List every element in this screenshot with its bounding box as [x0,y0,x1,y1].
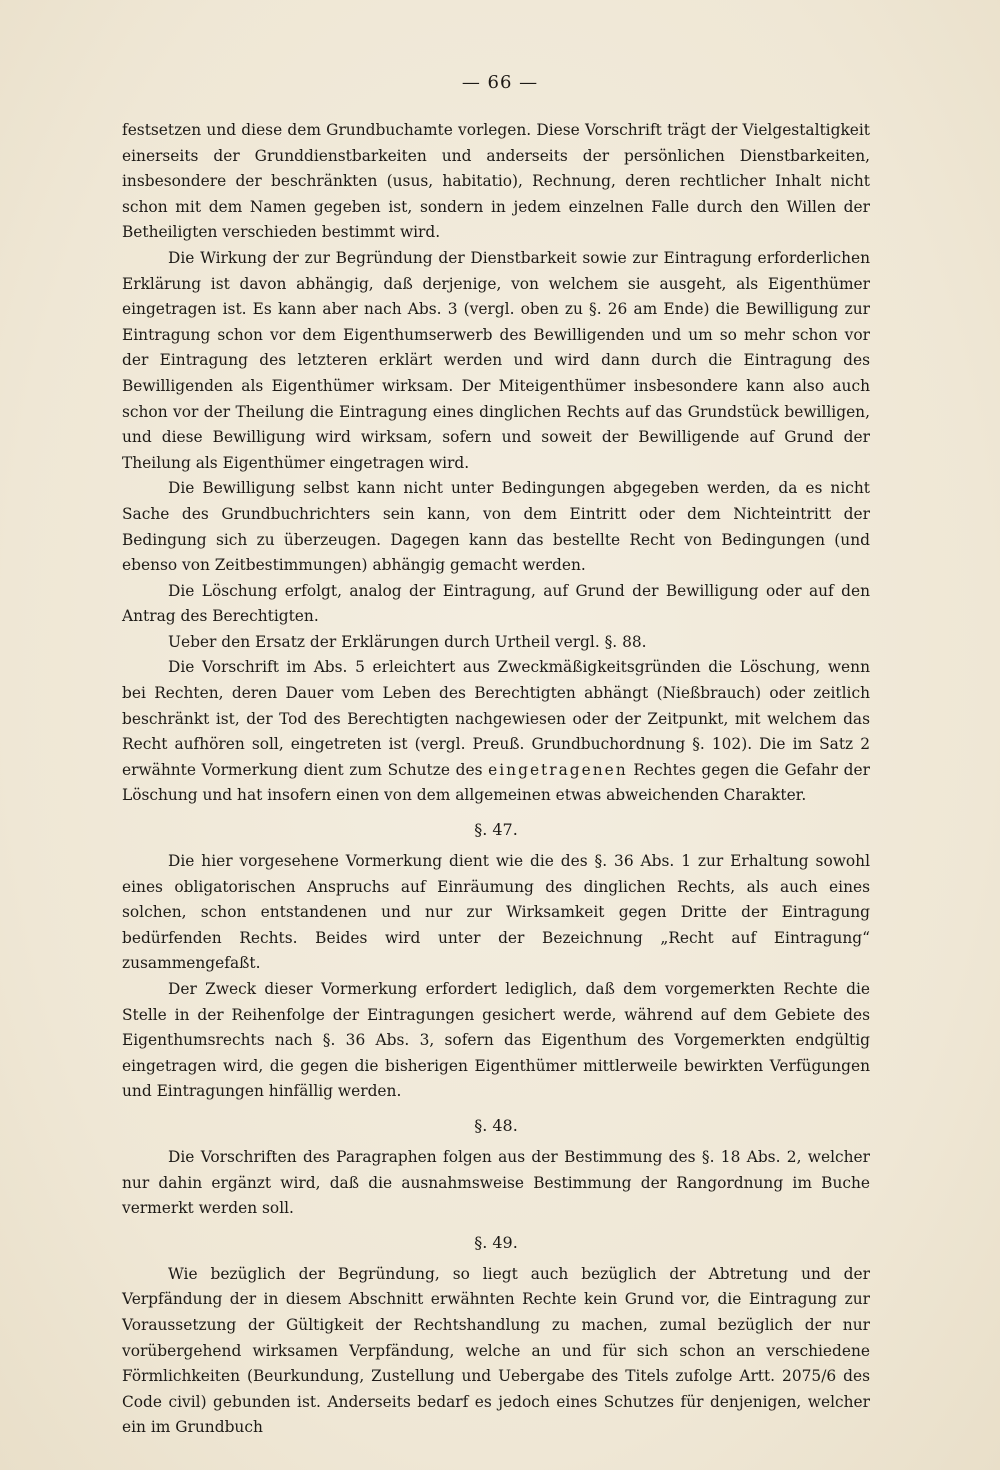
paragraph: Ueber den Ersatz der Erklärungen durch Urtheil vergl. §. 88. [168,632,647,651]
page-number: — 66 — [461,72,539,93]
emphasized-word: eingetragenen [488,760,628,779]
section-heading-49: §. 49. [474,1232,518,1252]
paragraph-vorschrift [122,655,870,809]
paragraph: Die Bewilligung selbst kann nicht unter Bedingungen abgegeben werden, da es nicht Sache des Grundbuchrichters sein kann, von dem Eintritt oder dem Nichteintritt der Bedingung sich zu überzeugen. Dagegen kann das bestellte Recht von Bedingungen (und ebenso von Zeitbestimmungen) abhängig gemacht werden. [122,479,870,575]
paragraph: festsetzen und diese dem Grundbuchamte vorlegen. Diese Vorschrift trägt der Vielgestaltigkeit einerseits der Grunddienstbarkeiten und anderseits der persönlichen Dienstbarkeiten, insbesondere der beschränkten (usus, habitatio), Rechnung, deren rechtlicher Inhalt nicht schon mit dem Namen gegeben ist, sondern in jedem einzelnen Falle durch den Willen der Betheiligten verschieden bestimmt wird. [122,121,870,242]
paragraph: Die hier vorgesehene Vormerkung dient wie die des §. 36 Abs. 1 zur Erhaltung sowohl eines obligatorischen Anspruchs auf Einräumung des dinglichen Rechts, als auch eines solchen, schon entstandenen und nur zur Wirksamkeit gegen Dritte der Eintragung bedürfenden Rechts. Beides wird unter der Bezeichnung „Recht auf Eintragung“ zusammengefaßt. [122,852,870,973]
paragraph-text: Rechtes gegen die Gefahr der Löschung und hat insofern einen von dem allgemeinen etwas abweichenden Charakter. [122,760,870,805]
paragraph: Wie bezüglich der Begründung, so liegt auch bezüglich der Abtretung und der Verpfändung der in diesem Abschnitt erwähnten Rechte kein Grund vor, die Eintragung zur Voraussetzung der Gültigkeit der Rechtshandlung zu machen, zumal bezüglich der nur vorübergehend wirksamen Verpfändung, welche an und für sich schon an verschiedene Förmlichkeiten (Beurkundung, Zustellung und Uebergabe des Titels zufolge Artt. 2075/6 des Code civil) gebunden ist. Anderseits bedarf es jedoch eines Schutzes für denjenigen, welcher ein im Grundbuch [122,1264,870,1437]
section-heading-47: §. 47. [474,820,518,840]
paragraph: Die Löschung erfolgt, analog der Eintragung, auf Grund der Bewilligung oder auf den Antrag des Berechtigten. [122,581,870,626]
paragraph: Der Zweck dieser Vormerkung erfordert lediglich, daß dem vorgemerkten Rechte die Stelle in der Reihenfolge der Eintragungen gesichert werde, während auf dem Gebiete des Eigenthumsrechts nach §. 36 Abs. 3, sofern das Eigenthum des Vorgemerkten endgültig eingetragen wird, die gegen die bisherigen Eigenthümer mittlerweile bewirkten Verfügungen und Eintragungen hinfällig werden. [122,980,870,1101]
paragraph: Die Wirkung der zur Begründung der Dienstbarkeit sowie zur Eintragung erforderlichen Erklärung ist davon abhängig, daß derjenige, von welchem sie ausgeht, als Eigenthümer eingetragen ist. Es kann aber nach Abs. 3 (vergl. oben zu §. 26 am Ende) die Bewilligung zur Eintragung schon vor dem Eigenthumserwerb des Bewilligenden und um so mehr schon vor der Eintragung des letzteren erklärt werden und wird dann durch die Eintragung des Bewilligenden als Eigenthümer wirksam. Der Miteigenthümer insbesondere kann also auch schon vor der Theilung die Eintragung eines dinglichen Rechts auf das Grundstück bewilligen, und diese Bewilligung wird wirksam, sofern und soweit der Bewilligende auf Grund der Theilung als Eigenthümer eingetragen wird. [122,248,870,472]
paragraph: Die Vorschriften des Paragraphen folgen aus der Bestimmung des §. 18 Abs. 2, welcher nur dahin ergänzt wird, daß die ausnahmsweise Bestimmung der Rangordnung im Buche vermerkt werden soll. [122,1147,870,1218]
page-body [122,118,870,1441]
paragraph-text: Die Vorschrift im Abs. 5 erleichtert aus Zweckmäßigkeitsgründen die Löschung, wenn bei Rechten, deren Dauer vom Leben des Berechtigten abhängt (Nießbrauch) oder zeitlich beschränkt ist, der Tod des Berechtigten nachgewiesen oder der Zeitpunkt, mit welchem das Recht aufhören soll, eingetreten ist (vergl. Preuß. Grundbuchordnung §. 102). Die im Satz 2 erwähnte Vormerkung dient zum Schutze des [122,658,870,779]
section-heading-48: §. 48. [474,1115,518,1135]
